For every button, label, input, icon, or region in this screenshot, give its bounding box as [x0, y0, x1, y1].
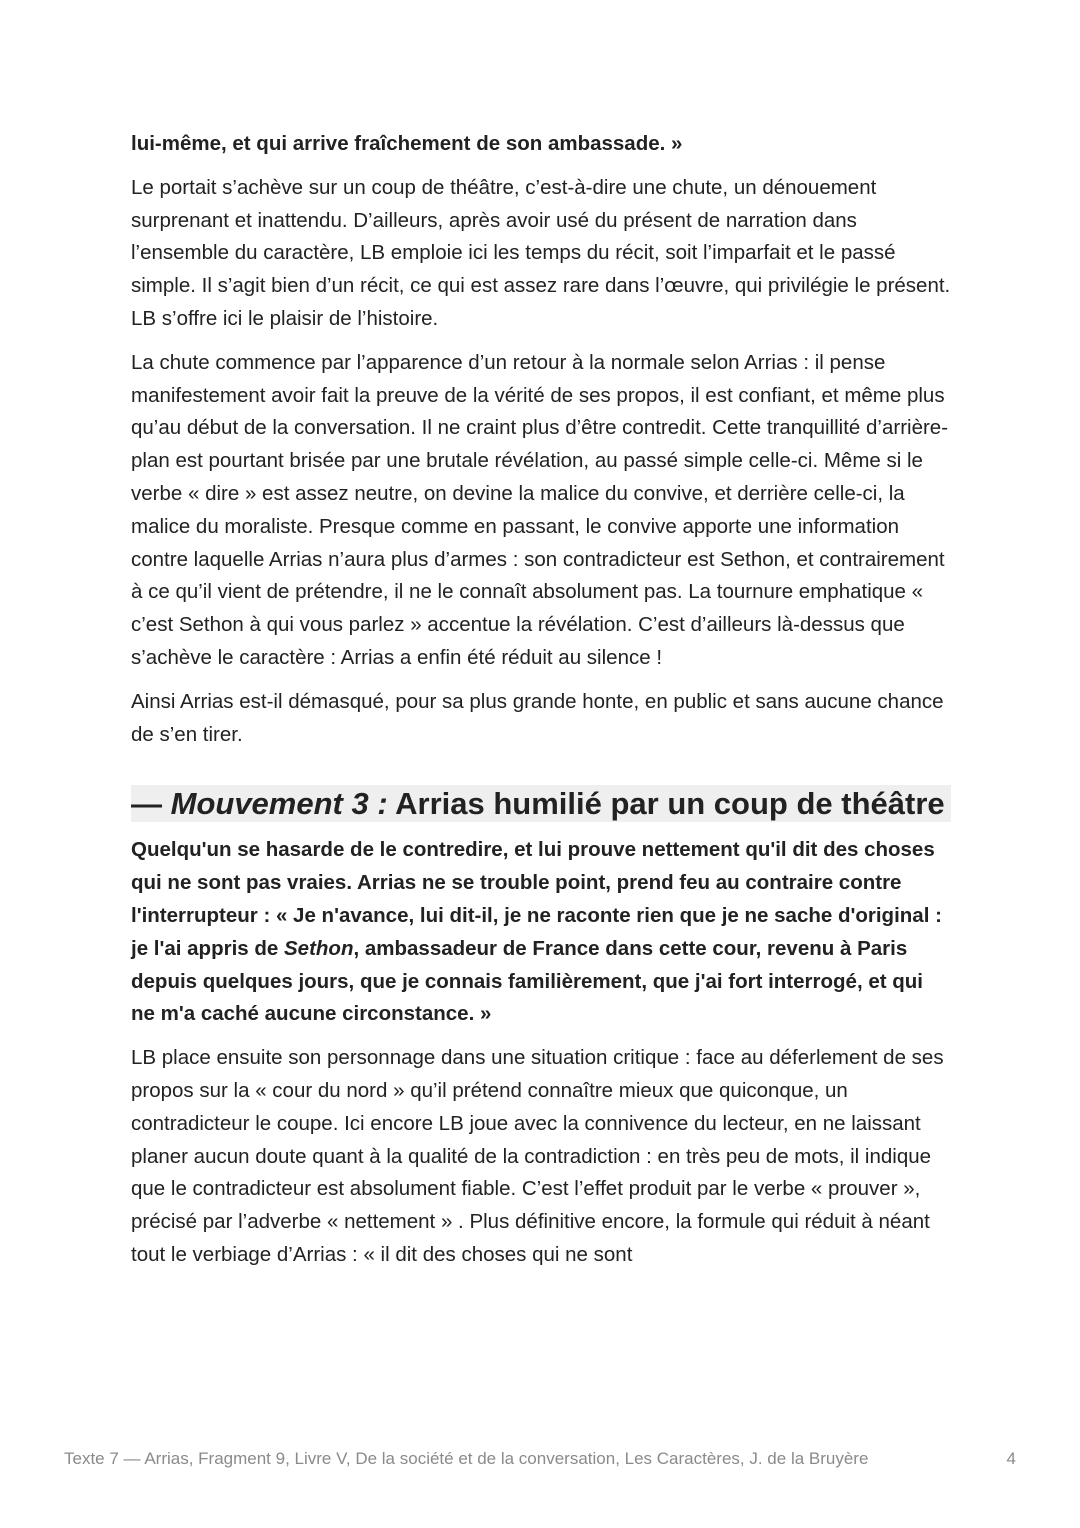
paragraph-4: LB place ensuite son personnage dans une situation critique : face au déferlement de ses propos sur la « cour du nord » qu’il prétend connaître mieux que quiconque, un contradicteur le coupe. Ici encore LB joue avec la connivence du lecteur, en ne laissant planer aucun doute quant à la qualité de la contradiction : en très peu de mots, il indique que le contradicteur est absolument fiable. C’est l’effet produit par le verbe « prouver », précisé par l’adverbe « nettement » . Plus définitive encore, la formule qui réduit à néant tout le verbiage d’Arrias : « il dit des choses qui ne sont — [131, 1046, 944, 1266]
document-body — [131, 128, 951, 1272]
paragraph-3: Ainsi Arrias est-il démasqué, pour sa plus grande honte, en public et sans aucune chance de s’en tirer. — [131, 689, 944, 746]
paragraph-1: Le portait s’achève sur un coup de théâtre, c’est-à-dire une chute, un dénouement surprenant et inattendu. D’ailleurs, après avoir usé du présent de narration dans l’ensemble du caractère, LB emploie ici les temps du récit, soit l’imparfait et le passé simple. Il s’agit bien d’un récit, ce qui est assez rare dans l’œuvre, qui privilégie le présent. LB s’offre ici le plaisir de l’histoire. — [131, 175, 951, 330]
heading-title: Arrias humilié par un coup de théâtre — [387, 786, 945, 822]
quote-part-1: Quelqu'un se hasarde de le contredire, et lui prouve nettement qu'il dit des choses qui ne sont pas vraies. Arrias ne se trouble point, prend feu au contraire contre l'interrupteur : « Je n'avance, lui dit-il, je ne raconte rien que je ne sache d'original : je l'ai appris de — [131, 838, 942, 960]
quote-tail: lui-même, et qui arrive fraîchement de son ambassade. » — [131, 132, 683, 155]
page-number: 4 — [1006, 1449, 1016, 1468]
heading-prefix: — — [131, 786, 171, 822]
quote-name: Sethon — [284, 936, 354, 960]
paragraph-2: La chute commence par l’apparence d’un retour à la normale selon Arrias : il pense manifestement avoir fait la preuve de la vérité de ses propos, il est confiant, et même plus qu’au début de la conversation. Il ne craint plus d’être contredit. Cette tranquillité d’arrière-plan est pourtant brisée par une brutale révélation, au passé simple celle-ci. Même si le verbe « dire » est assez neutre, on devine la malice du convive, et derrière celle-ci, la malice du moraliste. Presque comme en passant, le convive apporte une information contre laquelle Arrias n’aura plus d’armes : son contradicteur est Sethon, et contrairement à ce qu’il vient de prétendre, il ne le connaît absolument pas. La tournure emphatique « c’est Sethon à qui vous parlez » accentue la révélation. C’est d’ailleurs là-dessus que s’achève le caractère : Arrias a enfin été réduit au silence ! — [131, 350, 949, 669]
quoted-excerpt — [131, 834, 951, 1031]
quote-part-2: , ambassadeur de France dans cette cour, revenu à Paris depuis quelques jours, que je connais familièrement, que j'ai fort interrogé, et qui ne m'a caché aucune circonstance. » — [131, 936, 923, 1026]
footer-text: Texte 7 — Arrias, Fragment 9, Livre V, De la société et de la conversation, Les Caractères, J. de la Bruyère — [64, 1449, 869, 1468]
heading-label: Mouvement 3 : — [170, 786, 388, 822]
section-heading — [131, 785, 951, 822]
